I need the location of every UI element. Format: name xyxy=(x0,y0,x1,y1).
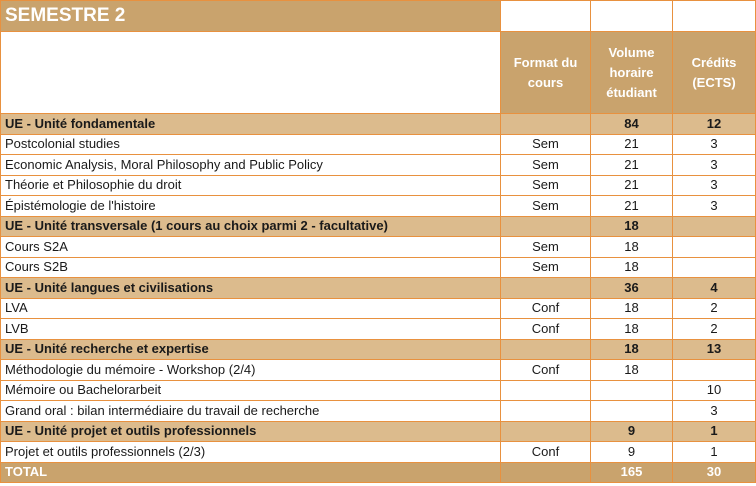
row-label: Théorie et Philosophie du droit xyxy=(1,175,501,196)
course-row xyxy=(1,442,756,463)
row-credits: 3 xyxy=(673,401,756,422)
row-volume: 9 xyxy=(591,421,673,442)
row-credits xyxy=(673,360,756,381)
row-volume: 18 xyxy=(591,237,673,258)
semester-title: SEMESTRE 2 xyxy=(1,1,501,32)
row-format: Conf xyxy=(501,319,591,340)
row-format xyxy=(501,114,591,135)
row-credits: 30 xyxy=(673,462,756,483)
course-row xyxy=(1,380,756,401)
title-row xyxy=(1,1,756,32)
row-format: Conf xyxy=(501,360,591,381)
row-label: LVA xyxy=(1,298,501,319)
row-volume xyxy=(591,380,673,401)
row-volume: 165 xyxy=(591,462,673,483)
row-credits: 1 xyxy=(673,442,756,463)
course-row xyxy=(1,134,756,155)
row-credits: 3 xyxy=(673,175,756,196)
row-credits xyxy=(673,216,756,237)
row-volume: 21 xyxy=(591,155,673,176)
header-credits: Crédits (ECTS) xyxy=(673,32,756,114)
row-label: UE - Unité recherche et expertise xyxy=(1,339,501,360)
row-volume: 21 xyxy=(591,134,673,155)
row-volume: 18 xyxy=(591,298,673,319)
row-volume: 9 xyxy=(591,442,673,463)
row-credits: 1 xyxy=(673,421,756,442)
row-volume: 18 xyxy=(591,319,673,340)
course-row xyxy=(1,319,756,340)
ue-row xyxy=(1,216,756,237)
ue-row xyxy=(1,278,756,299)
row-volume: 21 xyxy=(591,175,673,196)
row-label: UE - Unité transversale (1 cours au choix parmi 2 - facultative) xyxy=(1,216,501,237)
row-volume: 18 xyxy=(591,257,673,278)
row-format xyxy=(501,421,591,442)
row-label: Projet et outils professionnels (2/3) xyxy=(1,442,501,463)
header-format: Format du cours xyxy=(501,32,591,114)
row-credits: 3 xyxy=(673,134,756,155)
empty-cell xyxy=(501,1,591,32)
row-label: UE - Unité projet et outils professionnels xyxy=(1,421,501,442)
row-format: Conf xyxy=(501,298,591,319)
row-volume: 18 xyxy=(591,360,673,381)
row-credits: 2 xyxy=(673,298,756,319)
row-format xyxy=(501,339,591,360)
row-credits: 3 xyxy=(673,155,756,176)
course-row xyxy=(1,155,756,176)
row-label: Cours S2A xyxy=(1,237,501,258)
row-credits: 12 xyxy=(673,114,756,135)
row-credits: 3 xyxy=(673,196,756,217)
row-format xyxy=(501,462,591,483)
row-credits: 10 xyxy=(673,380,756,401)
row-volume xyxy=(591,401,673,422)
course-row xyxy=(1,196,756,217)
row-format xyxy=(501,401,591,422)
header-volume: Volume horaire étudiant xyxy=(591,32,673,114)
row-format: Sem xyxy=(501,196,591,217)
row-label: Épistémologie de l'histoire xyxy=(1,196,501,217)
row-volume: 18 xyxy=(591,216,673,237)
row-format xyxy=(501,216,591,237)
course-row xyxy=(1,360,756,381)
row-credits: 4 xyxy=(673,278,756,299)
header-empty-cell xyxy=(1,32,501,114)
row-credits: 2 xyxy=(673,319,756,340)
row-label: Cours S2B xyxy=(1,257,501,278)
ue-row xyxy=(1,339,756,360)
empty-cell xyxy=(673,1,756,32)
course-row xyxy=(1,257,756,278)
row-label: Postcolonial studies xyxy=(1,134,501,155)
row-credits xyxy=(673,257,756,278)
course-row xyxy=(1,401,756,422)
row-label: Economic Analysis, Moral Philosophy and Public Policy xyxy=(1,155,501,176)
row-label: UE - Unité fondamentale xyxy=(1,114,501,135)
ue-row xyxy=(1,114,756,135)
row-credits: 13 xyxy=(673,339,756,360)
ue-row xyxy=(1,421,756,442)
row-format: Sem xyxy=(501,237,591,258)
header-row xyxy=(1,32,756,114)
total-row xyxy=(1,462,756,483)
row-label: Grand oral : bilan intermédiaire du travail de recherche xyxy=(1,401,501,422)
row-format: Sem xyxy=(501,134,591,155)
course-row xyxy=(1,298,756,319)
empty-cell xyxy=(591,1,673,32)
row-label: UE - Unité langues et civilisations xyxy=(1,278,501,299)
row-format: Conf xyxy=(501,442,591,463)
row-volume: 84 xyxy=(591,114,673,135)
row-format: Sem xyxy=(501,155,591,176)
course-row xyxy=(1,237,756,258)
row-label: LVB xyxy=(1,319,501,340)
row-format xyxy=(501,278,591,299)
row-label: TOTAL xyxy=(1,462,501,483)
row-format: Sem xyxy=(501,175,591,196)
row-format xyxy=(501,380,591,401)
row-volume: 36 xyxy=(591,278,673,299)
row-credits xyxy=(673,237,756,258)
course-row xyxy=(1,175,756,196)
row-label: Méthodologie du mémoire - Workshop (2/4) xyxy=(1,360,501,381)
row-volume: 21 xyxy=(591,196,673,217)
row-format: Sem xyxy=(501,257,591,278)
row-label: Mémoire ou Bachelorarbeit xyxy=(1,380,501,401)
row-volume: 18 xyxy=(591,339,673,360)
